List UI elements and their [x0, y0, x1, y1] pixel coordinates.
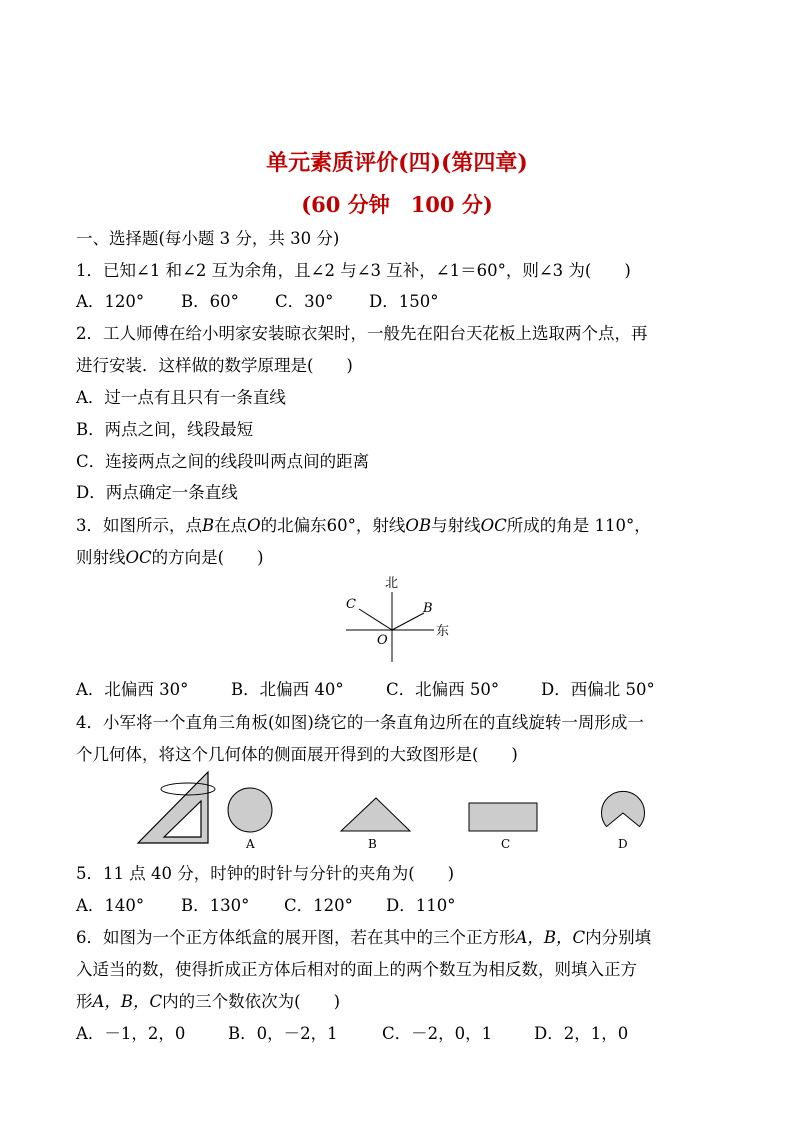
- label-east: 东: [436, 624, 450, 639]
- option-b-triangle: [341, 798, 410, 831]
- option-a-circle: [228, 788, 272, 832]
- q3-direction-figure: [330, 570, 470, 670]
- label-c: C: [501, 837, 511, 851]
- q1-option-d: D．150°: [369, 292, 439, 311]
- ray-ob: [392, 613, 424, 630]
- q5-option-c: C．120°: [284, 896, 353, 915]
- q4-stem-line2: 个几何体，将这个几何体的侧面展开得到的大致图形是( ): [76, 745, 518, 764]
- q3-option-b: B．北偏西 40°: [231, 680, 344, 699]
- label-c: C: [346, 597, 356, 612]
- q5-option-d: D．110°: [386, 896, 456, 915]
- label-north: 北: [385, 576, 399, 591]
- q3-stem-line1: 3．如图所示，点B在点O的北偏东60°，射线OB与射线OC所成的角是 110°，: [76, 516, 651, 535]
- q6-stem-line2: 入适当的数，使得折成正方体后相对的面上的两个数互为相反数，则填入正方: [76, 960, 637, 979]
- q6-stem-line3: 形A，B，C内的三个数依次为( ): [76, 992, 341, 1011]
- q1-option-c: C．30°: [275, 292, 334, 311]
- label-a: A: [246, 837, 255, 851]
- q3-option-a: A．北偏西 30°: [76, 680, 189, 699]
- q6-option-d: D．2，1，0: [534, 1024, 629, 1043]
- page-title: 单元素质评价(四)(第四章): [266, 150, 528, 176]
- q6-option-b: B．0，－2，1: [228, 1024, 338, 1043]
- q3-option-c: C．北偏西 50°: [386, 680, 500, 699]
- q6-stem-line1: 6．如图为一个正方体纸盒的展开图，若在其中的三个正方形A，B，C内分别填: [76, 928, 652, 947]
- option-c-rectangle: [469, 803, 537, 831]
- var-o: O: [247, 516, 261, 535]
- q5-option-b: B．130°: [181, 896, 250, 915]
- q2-option-d: D．两点确定一条直线: [76, 483, 238, 502]
- label-o: O: [377, 633, 388, 648]
- q3-stem-line2: 则射线OC的方向是( ): [76, 548, 264, 567]
- label-b: B: [423, 601, 433, 616]
- var-oc: OC: [480, 516, 507, 535]
- q1-stem: 1．已知∠1 和∠2 互为余角，且∠2 与∠3 互补，∠1＝60°，则∠3 为( ): [76, 261, 631, 280]
- q5-option-a: A．140°: [76, 896, 145, 915]
- ray-oc: [359, 609, 392, 630]
- q6-option-c: C．－2，0，1: [382, 1024, 493, 1043]
- q2-option-b: B．两点之间，线段最短: [76, 420, 254, 439]
- option-d-sector: [602, 791, 645, 826]
- q2-stem-line1: 2．工人师傅在给小明家安装晾衣架时，一般先在阳台天花板上选取两个点，再: [76, 324, 648, 343]
- var-b: B: [202, 516, 215, 535]
- triangle-ruler: [138, 772, 215, 843]
- q1-option-b: B．60°: [181, 292, 239, 311]
- q5-stem: 5．11 点 40 分，时钟的时针与分针的夹角为( ): [76, 864, 455, 883]
- q2-stem-line2: 进行安装．这样做的数学原理是( ): [76, 356, 353, 375]
- q2-option-c: C．连接两点之间的线段叫两点间的距离: [76, 452, 370, 471]
- var-ob: OB: [405, 516, 432, 535]
- q4-figures: [130, 768, 670, 856]
- q2-option-a: A．过一点有且只有一条直线: [76, 388, 286, 407]
- label-d: D: [618, 837, 628, 851]
- page-subtitle: (60 分钟 100 分): [301, 192, 493, 217]
- q6-option-a: A．－1，2，0: [76, 1024, 186, 1043]
- q4-stem-line1: 4．小军将一个直角三角板(如图)绕它的一条直角边所在的直线旋转一周形成一: [76, 713, 644, 732]
- label-b: B: [368, 837, 377, 851]
- section-heading: 一、选择题(每小题 3 分，共 30 分): [76, 229, 340, 248]
- q3-option-d: D．西偏北 50°: [541, 680, 655, 699]
- q1-option-a: A．120°: [76, 292, 145, 311]
